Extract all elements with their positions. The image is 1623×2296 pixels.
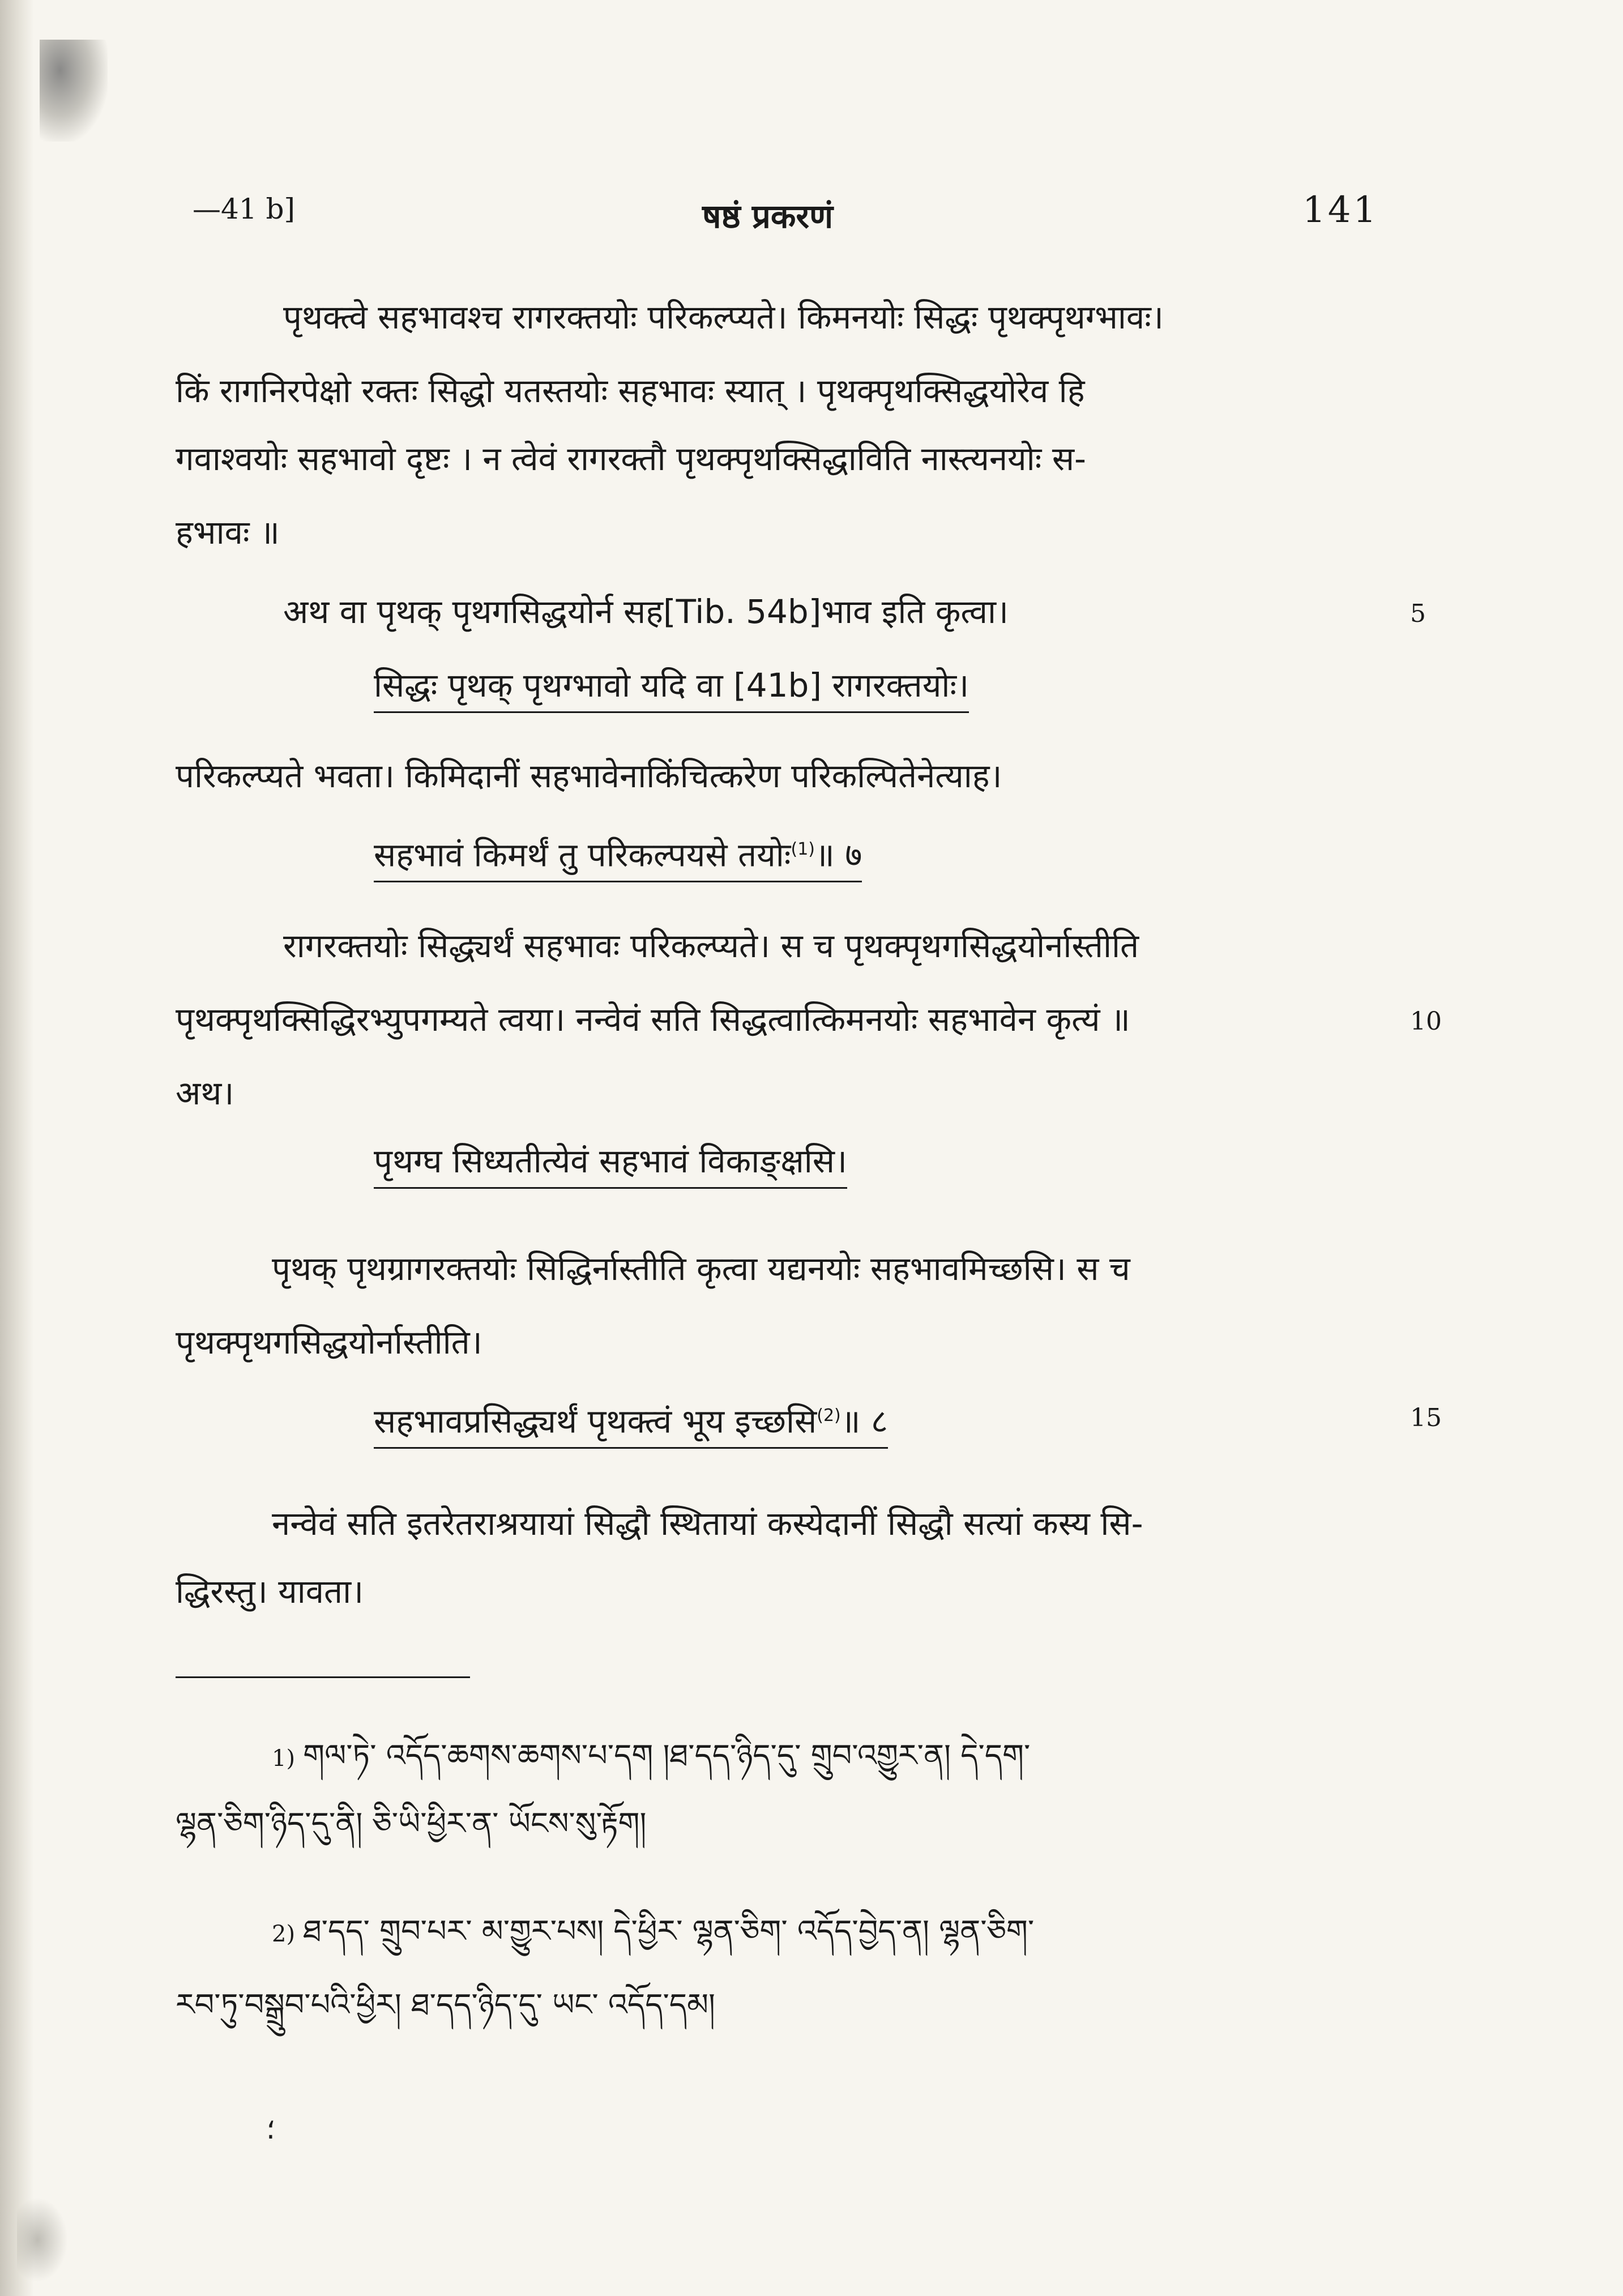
body-line: पृथक्पृथगसिद्धयोर्नास्तीति। [176, 1323, 482, 1362]
line-number: 10 [1410, 1007, 1442, 1036]
stray-ink-mark: ؛ [266, 2113, 275, 2145]
footnote-marker: (1) [791, 839, 815, 859]
body-line: पृथक्त्वे सहभावश्च रागरक्तयोः परिकल्प्यते। किमनयोः सिद्धः पृथक्पृथग्भावः। [283, 298, 1164, 336]
body-line: परिकल्प्यते भवता। किमिदानीं सहभावेनाकिंचित्करेण परिकल्पितेनेत्याह। [176, 757, 1002, 795]
footnote-label: 1) [272, 1746, 296, 1772]
footnote-rule [176, 1676, 470, 1678]
verse-number: ॥ ८ [840, 1402, 889, 1441]
verse-line [374, 827, 862, 882]
body-line: द्धिरस्तु। यावता। [176, 1572, 364, 1611]
body-line: गवाश्वयोः सहभावो दृष्टः । न त्वेवं रागरक्तौ पृथक्पृथक्सिद्धाविति नास्त्यनयोः स- [176, 439, 1086, 478]
body-line: नन्वेवं सति इतरेतराश्रयायां सिद्धौ स्थितायां कस्येदानीं सिद्धौ सत्यां कस्य सि- [272, 1504, 1143, 1543]
verse-line: पृथग्घ सिध्यतीत्येवं सहभावं विकाङ्क्षसि। [374, 1138, 847, 1189]
footnote-2-line [272, 1909, 1034, 1957]
page-number: 141 [1302, 189, 1379, 231]
body-line: अथ वा पृथक् पृथगसिद्धयोर्न सह[Tib. 54b]भाव इति कृत्वा। [283, 592, 1009, 631]
line-number: 5 [1410, 599, 1426, 628]
verse-line: सिद्धः पृथक् पृथग्भावो यदि वा [41b] रागरक्तयोः। [374, 663, 969, 713]
verse-number: ॥ ७ [815, 835, 862, 874]
body-line: अथ। [176, 1074, 234, 1112]
footnote-1-line: ལྷན་ཅིག་ཉིད་དུ་ནི། ཅི་ཡི་ཕྱིར་ན་ ཡོངས་སུ་རྟོག། [176, 1806, 647, 1841]
body-line: रागरक्तयोः सिद्ध्यर्थं सहभावः परिकल्प्यते। स च पृथक्पृथगसिद्धयोर्नास्तीति [283, 927, 1139, 965]
scan-blemish-top [40, 40, 108, 142]
footnote-label: 2) [272, 1921, 296, 1947]
chapter-title: षष्ठं प्रकरणं [702, 197, 834, 236]
verse-text: सहभावं किमर्थं तु परिकल्पयसे तयोः [374, 835, 791, 874]
page-edge-shadow [0, 0, 34, 2296]
body-line: पृथक्पृथक्सिद्धिरभ्युपगम्यते त्वया। नन्वेवं सति सिद्धत्वात्किमनयोः सहभावेन कृत्यं ॥ [176, 1000, 1130, 1039]
footnote-marker: (2) [817, 1406, 841, 1426]
folio-reference: —41 b] [193, 193, 296, 225]
line-number: 15 [1410, 1403, 1442, 1432]
footnote-2-line: རབ་ཏུ་བསྒྲུབ་པའི་ཕྱིར། ཐ་དད་ཉིད་དུ་ ཡང་ འདོད་དམ། [176, 1987, 715, 2022]
body-line: हभावः ॥ [176, 513, 280, 552]
footnote-text: ཐ་དད་ གྲུབ་པར་ མ་གྱུར་པས། དེ་ཕྱིར་ ལྷན་ཅིག་ འདོད་བྱེད་ན། ལྷན་ཅིག་ [303, 1913, 1035, 1949]
running-header [0, 189, 1623, 244]
footnote-text: གལ་ཏེ་ འདོད་ཆགས་ཆགས་པ་དག །ཐ་དད་ཉིད་དུ་ གྲུབ་འགྱུར་ན། དེ་དག་ [303, 1738, 1031, 1773]
verse-text: सहभावप्रसिद्ध्यर्थं पृथक्त्वं भूय इच्छसि [374, 1402, 817, 1441]
body-line: पृथक् पृथग्रागरक्तयोः सिद्धिर्नास्तीति कृत्वा यद्यनयोः सहभावमिच्छसि। स च [272, 1249, 1130, 1288]
scan-blemish-bottom [17, 2197, 68, 2282]
verse-line [374, 1393, 888, 1449]
body-line: किं रागनिरपेक्षो रक्तः सिद्धो यतस्तयोः सहभावः स्यात् । पृथक्पृथक्सिद्धयोरेव हि [176, 372, 1085, 410]
footnote-1-line [272, 1733, 1030, 1781]
